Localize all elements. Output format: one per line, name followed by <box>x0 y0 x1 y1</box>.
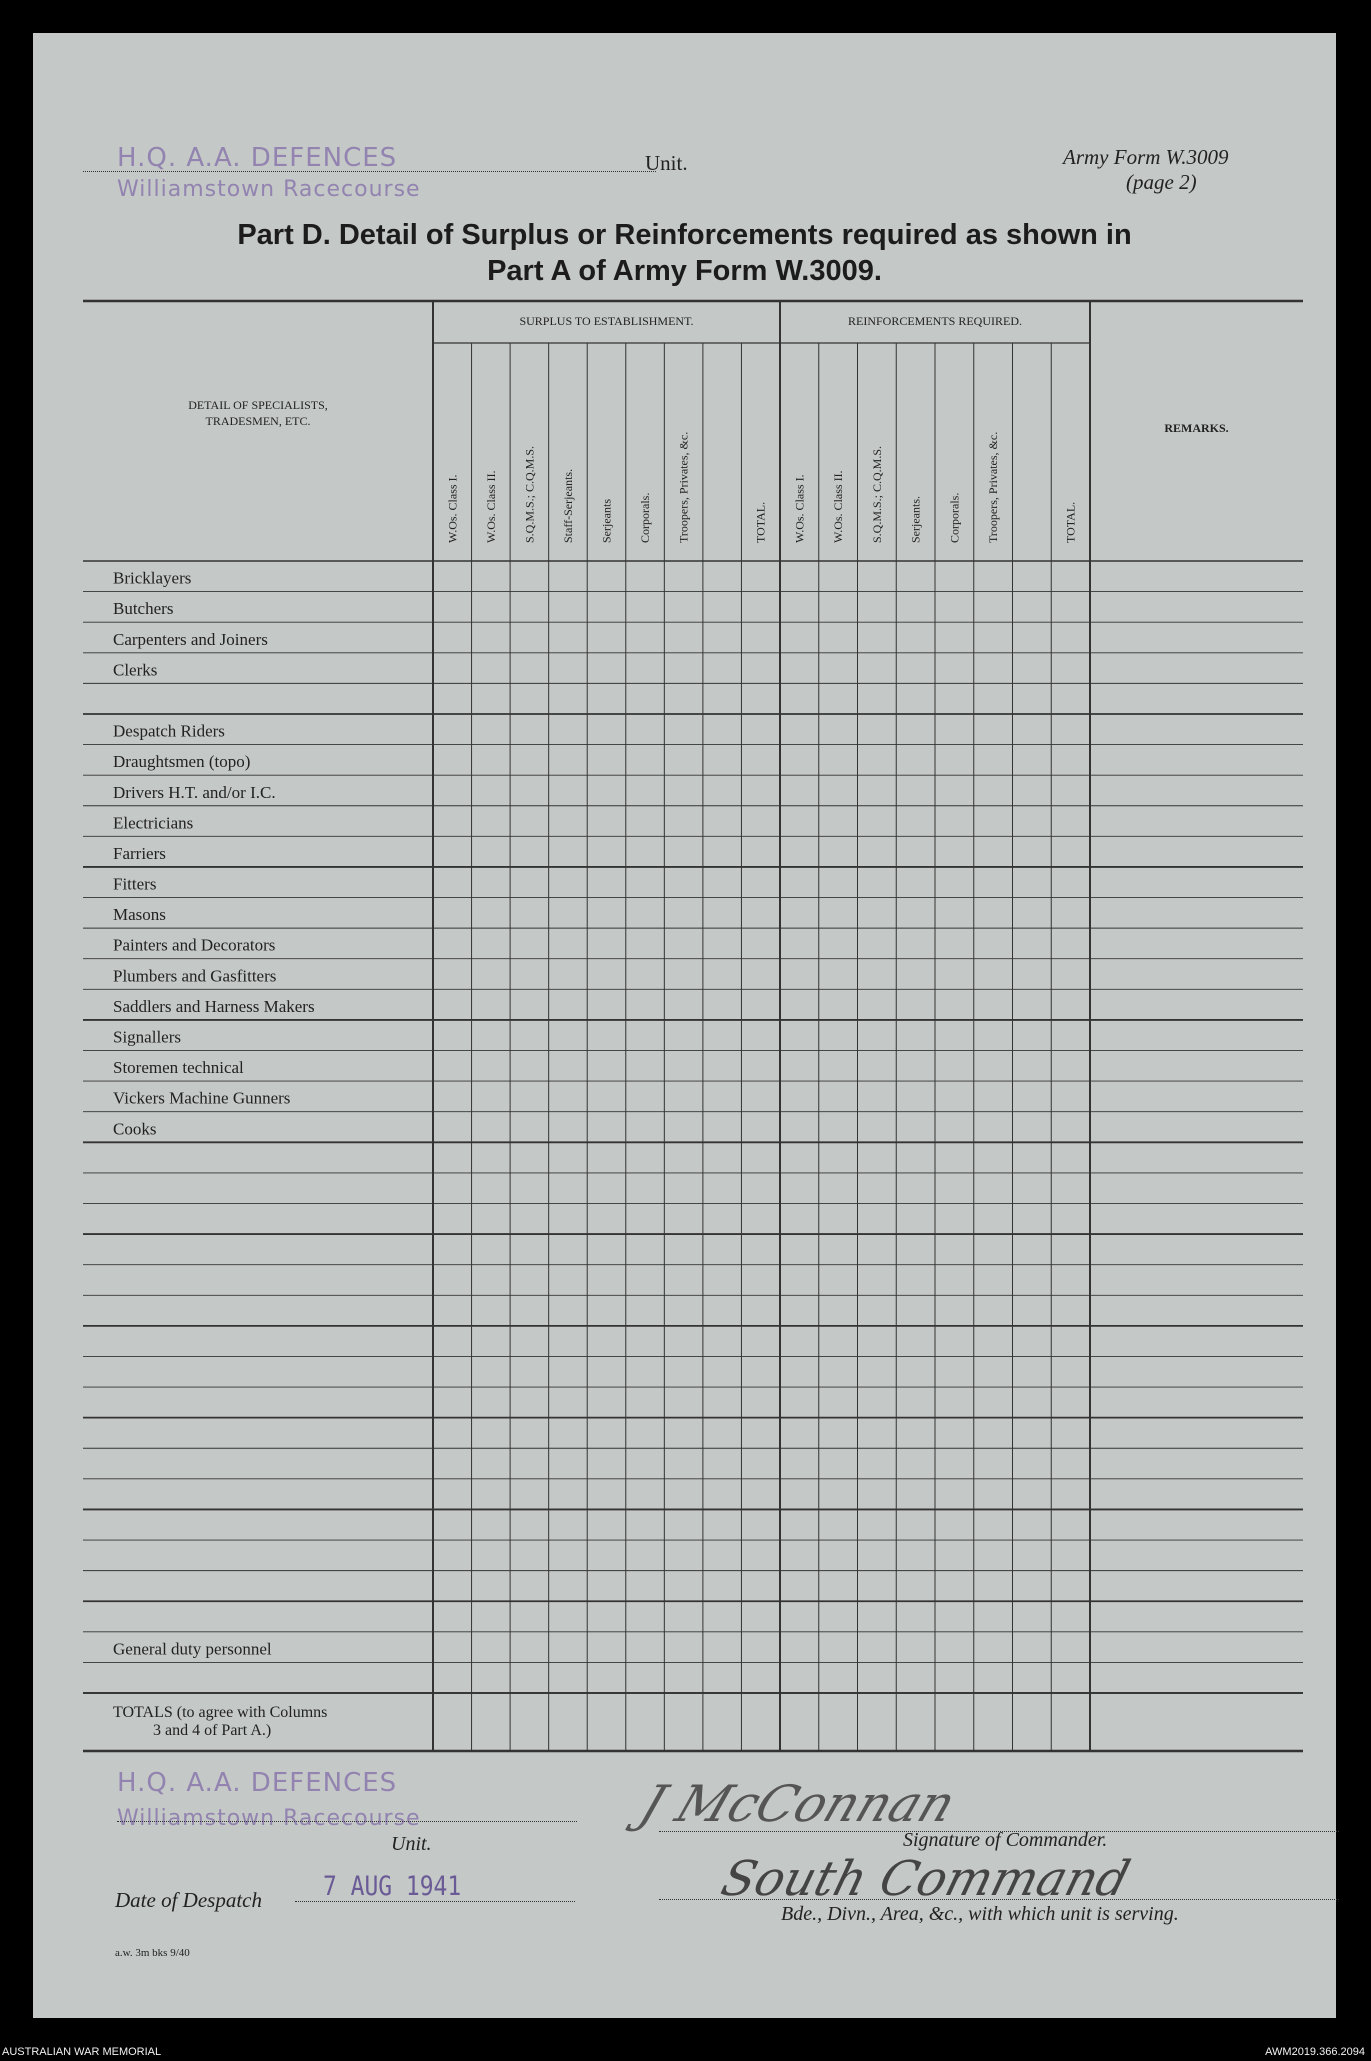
unit-stamp-line1: H.Q. A.A. DEFENCES <box>117 143 398 173</box>
page-note: (page 2) <box>1126 170 1197 194</box>
bde-line <box>659 1899 1339 1900</box>
form-title-line1: Part D. Detail of Surplus or Reinforcements required as shown in <box>237 219 1132 251</box>
surplus-column-label: TOTAL. <box>753 501 768 543</box>
despatch-label: Date of Despatch <box>115 1888 262 1912</box>
form-title-line2: Part A of Army Form W.3009. <box>487 255 882 287</box>
print-code: a.w. 3m bks 9/40 <box>115 1947 190 1959</box>
reinforcement-column-label: Troopers, Privates, &c. <box>986 431 1001 543</box>
trade-label: Painters and Decorators <box>113 935 276 955</box>
trade-label: Clerks <box>113 660 158 680</box>
trade-label: Cooks <box>113 1119 157 1139</box>
detail-header-line1: DETAIL OF SPECIALISTS, <box>188 398 328 412</box>
trade-label: Vickers Machine Gunners <box>113 1088 291 1108</box>
bde-label: Bde., Divn., Area, &c., with which unit is serving. <box>781 1903 1179 1925</box>
trade-label: Plumbers and Gasfitters <box>113 966 277 986</box>
trade-label: Draughtsmen (topo) <box>113 752 251 772</box>
surplus-column-label: Troopers, Privates, &c. <box>676 431 691 543</box>
trade-label: Electricians <box>113 813 194 833</box>
despatch-date-stamp: 7 AUG 1941 <box>323 1871 462 1902</box>
trade-label: Farriers <box>113 843 166 863</box>
remarks-header: REMARKS. <box>1164 421 1229 435</box>
surplus-column-label: Staff-Serjeants. <box>560 468 575 543</box>
footer-unit-line <box>117 1821 577 1822</box>
trade-label: Fitters <box>113 874 157 894</box>
caption-left: AUSTRALIAN WAR MEMORIAL <box>2 2046 162 2058</box>
surplus-column-label: Serjeants <box>599 499 614 543</box>
trade-label: Storemen technical <box>113 1058 244 1078</box>
trade-label: Carpenters and Joiners <box>113 629 268 649</box>
reinforcement-header: REINFORCEMENTS REQUIRED. <box>847 314 1023 328</box>
surplus-column-label: Corporals. <box>638 492 653 543</box>
trade-label: General duty personnel <box>113 1639 272 1659</box>
form-paper <box>33 33 1336 2018</box>
form-name: Army Form W.3009 <box>1063 145 1229 169</box>
footer-unit-label: Unit. <box>391 1833 432 1855</box>
trade-label: Despatch Riders <box>113 721 225 741</box>
totals-label-line1: TOTALS (to agree with Columns <box>113 1704 328 1721</box>
surplus-column-label: W.Os. Class II. <box>483 470 498 543</box>
footer-unit-stamp-line1: H.Q. A.A. DEFENCES <box>117 1768 398 1798</box>
trade-label: Saddlers and Harness Makers <box>113 996 315 1016</box>
detail-table <box>33 33 1336 2018</box>
reinforcement-column-label: W.Os. Class II. <box>831 470 846 543</box>
surplus-column-label: S.Q.M.S.; C.Q.M.S. <box>522 445 537 543</box>
trade-label: Bricklayers <box>113 568 192 588</box>
trade-label: Drivers H.T. and/or I.C. <box>113 782 276 802</box>
totals-label-line2: 3 and 4 of Part A.) <box>153 1722 272 1739</box>
detail-header-line2: TRADESMEN, ETC. <box>205 414 311 428</box>
signature-label: Signature of Commander. <box>903 1829 1108 1851</box>
unit-stamp-line2: Williamstown Racecourse <box>117 177 421 202</box>
surplus-header: SURPLUS TO ESTABLISHMENT. <box>519 314 694 328</box>
caption-right: AWM2019.366.2094 <box>1265 2046 1365 2058</box>
reinforcement-column-label: Corporals. <box>947 492 962 543</box>
trade-label: Butchers <box>113 599 174 619</box>
command-handwriting: South Command <box>715 1851 1136 1907</box>
trade-label: Signallers <box>113 1027 181 1047</box>
commander-signature: J McConnan <box>632 1775 964 1833</box>
reinforcement-column-label: W.Os. Class I. <box>792 474 807 543</box>
reinforcement-column-label: S.Q.M.S.; C.Q.M.S. <box>869 445 884 543</box>
footer-unit-stamp-line2: Williamstown Racecourse <box>117 1806 421 1831</box>
surplus-column-label: W.Os. Class I. <box>445 474 460 543</box>
reinforcement-column-label: TOTAL. <box>1063 501 1078 543</box>
reinforcement-column-label: Serjeants. <box>908 496 923 543</box>
unit-label: Unit. <box>645 151 688 175</box>
trade-label: Masons <box>113 905 166 925</box>
